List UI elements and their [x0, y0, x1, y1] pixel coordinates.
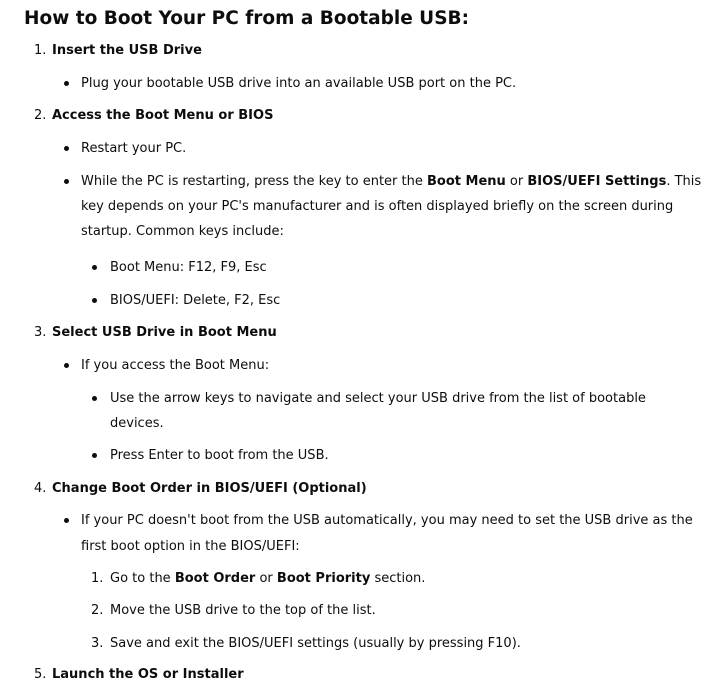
list-item-text — [110, 566, 425, 591]
bullet-icon — [64, 179, 69, 184]
list-item-text — [110, 288, 280, 313]
step-number: 4. — [34, 481, 47, 496]
bold-term-boot-priority: Boot Priority — [276, 571, 371, 586]
step-title-change-boot-order: Change Boot Order in BIOS/UEFI (Optional) — [52, 481, 367, 496]
list-item-text: devices. — [110, 416, 164, 431]
page-title: How to Boot Your PC from a Bootable USB: — [24, 8, 470, 29]
list-item-text: key depends on your PC's manufacturer and is often displayed briefly on the screen during — [81, 199, 674, 214]
bullet-icon — [64, 146, 69, 151]
text-run: BIOS/UEFI — [110, 293, 175, 308]
list-item-text: Restart your PC. — [81, 141, 187, 156]
bold-term-bios-uefi-settings: BIOS/UEFI Settings — [527, 174, 667, 189]
list-item-text: Plug your bootable USB drive into an available USB port on the PC. — [81, 76, 517, 91]
step-title-launch-os: Launch the OS or Installer — [52, 667, 244, 682]
bullet-icon — [92, 265, 97, 270]
bullet-icon — [64, 518, 69, 523]
list-item-text — [81, 169, 701, 194]
bullet-icon — [92, 396, 97, 401]
substep-number: 3. — [91, 636, 104, 651]
step-number: 5. — [34, 667, 47, 682]
text-run: or — [505, 174, 528, 189]
text-run: : F12, F9, Esc — [179, 260, 267, 275]
text-run: or — [255, 571, 277, 586]
substep-number: 1. — [91, 571, 104, 586]
list-item-text: startup. Common keys include: — [81, 224, 284, 239]
bold-term-boot-menu: Boot Menu — [427, 174, 506, 189]
list-item-text — [110, 255, 267, 280]
list-item-text: Press Enter to boot from the USB. — [110, 448, 329, 463]
list-item-text: Move the USB drive to the top of the list. — [110, 603, 376, 618]
text-run: Go to the — [110, 571, 175, 586]
list-item-text: If your PC doesn't boot from the USB automatically, you may need to set the USB drive as the — [81, 513, 693, 528]
text-run: . This — [666, 174, 701, 189]
bullet-icon — [92, 298, 97, 303]
step-title-insert-usb: Insert the USB Drive — [52, 43, 202, 58]
step-number: 2. — [34, 108, 47, 123]
bullet-icon — [64, 363, 69, 368]
list-item-text: first boot option in the BIOS/UEFI: — [81, 539, 300, 554]
step-number: 1. — [34, 43, 47, 58]
text-run: : Delete, F2, Esc — [174, 293, 281, 308]
bullet-icon — [64, 81, 69, 86]
step-number: 3. — [34, 325, 47, 340]
bold-term-boot-order: Boot Order — [174, 571, 256, 586]
text-run: While the PC is restarting, press the key to enter the — [81, 174, 427, 189]
text-run: section. — [370, 571, 426, 586]
step-title-select-usb-drive: Select USB Drive in Boot Menu — [52, 325, 277, 340]
list-item-text: Use the arrow keys to navigate and select your USB drive from the list of bootable — [110, 391, 646, 406]
text-run: Boot Menu — [110, 260, 180, 275]
list-item-text: If you access the Boot Menu: — [81, 358, 270, 373]
step-title-access-boot-menu: Access the Boot Menu or BIOS — [52, 108, 274, 123]
substep-number: 2. — [91, 603, 104, 618]
bullet-icon — [92, 453, 97, 458]
list-item-text: Save and exit the BIOS/UEFI settings (usually by pressing F10). — [110, 636, 521, 651]
